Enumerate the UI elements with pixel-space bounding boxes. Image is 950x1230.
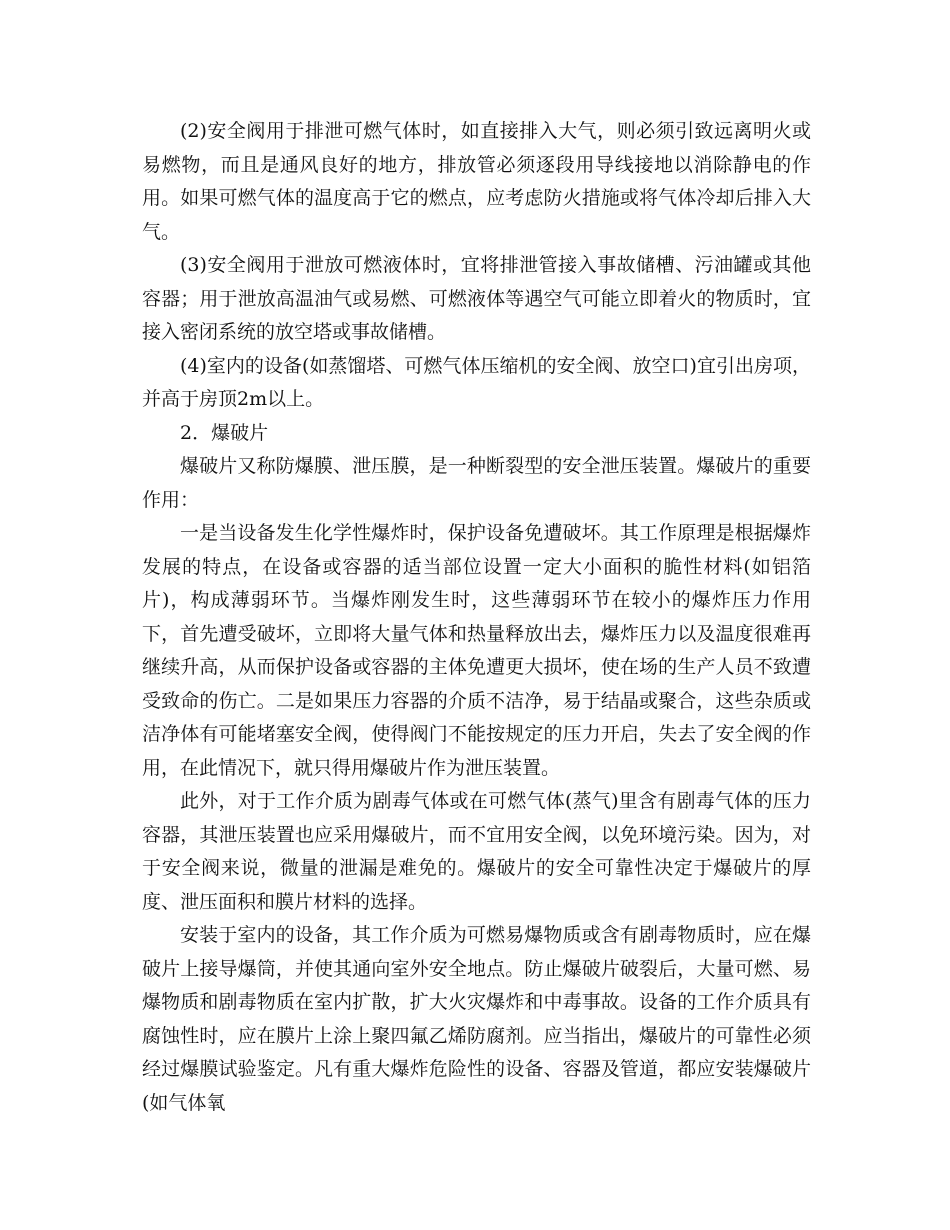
paragraph-toxic-media: 此外，对于工作介质为剧毒气体或在可燃气体(蒸气)里含有剧毒气体的压力容器，其泄压装置也应采用爆破片，而不宜用安全阀，以免环境污染。因为，对于安全阀来说，微量的泄漏是难免的。爆破片的安全可靠性决定于爆破片的厚度、泄压面积和膜片材料的选择。 bbox=[142, 790, 811, 913]
paragraph-safety-valve-flammable-gas: (2)安全阀用于排泄可燃气体时，如直接排入大气，则必须引致远离明火或易燃物，而且是通风良好的地方，排放管必须逐段用导线接地以消除静电的作用。如果可燃气体的温度高于它的燃点，应考虑防火措施或将气体冷却后排入大气。 bbox=[142, 120, 811, 243]
document-body bbox=[142, 115, 811, 1120]
paragraph-indoor-installation: 安装于室内的设备，其工作介质为可燃易爆物质或含有剧毒物质时，应在爆破片上接导爆筒，并使其通向室外安全地点。防止爆破片破裂后，大量可燃、易爆物质和剧毒物质在室内扩散，扩大火灾爆炸和中毒事故。设备的工作介质具有腐蚀性时，应在膜片上涂上聚四氟乙烯防腐剂。应当指出，爆破片的可靠性必须经过爆膜试验鉴定。凡有重大爆炸危险性的设备、容器及管道，都应安装爆破片(如气体氧 bbox=[142, 924, 811, 1114]
paragraph-rupture-disc-definition: 爆破片又称防爆膜、泄压膜，是一种断裂型的安全泄压装置。爆破片的重要作用： bbox=[142, 455, 811, 511]
paragraph-safety-valve-flammable-liquid: (3)安全阀用于泄放可燃液体时，宜将排泄管接入事故储槽、污油罐或其他容器；用于泄放高温油气或易燃、可燃液体等遇空气可能立即着火的物质时，宜接入密闭系统的放空塔或事故储槽。 bbox=[142, 254, 811, 343]
paragraph-rupture-disc-function: 一是当设备发生化学性爆炸时，保护设备免遭破坏。其工作原理是根据爆炸发展的特点，在设备或容器的适当部位设置一定大小面积的脆性材料(如铝箔片)，构成薄弱环节。当爆炸刚发生时，这些薄弱环节在较小的爆炸压力作用下，首先遭受破坏，立即将大量气体和热量释放出去，爆炸压力以及温度很难再继续升高，从而保护设备或容器的主体免遭更大损坏，使在场的生产人员不致遭受致命的伤亡。二是如果压力容器的介质不洁净，易于结晶或聚合，这些杂质或洁净体有可能堵塞安全阀，使得阀门不能按规定的压力开启，失去了安全阀的作用，在此情况下，就只得用爆破片作为泄压装置。 bbox=[142, 522, 811, 779]
section-heading-rupture-disc: 2．爆破片 bbox=[180, 421, 269, 444]
paragraph-indoor-equipment: (4)室内的设备(如蒸馏塔、可燃气体压缩机的安全阀、放空口)宜引出房项，并高于房顶2m以上。 bbox=[142, 354, 811, 410]
